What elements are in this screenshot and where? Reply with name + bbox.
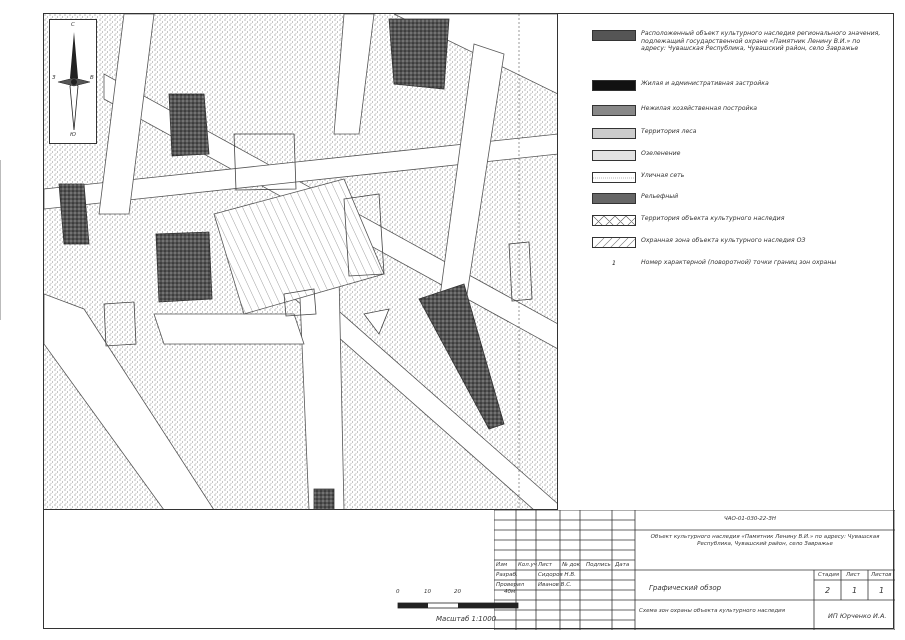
legend-text: Территория леса — [641, 128, 697, 135]
legend-swatch — [592, 30, 636, 41]
col-date: Дата — [615, 562, 630, 568]
object-title: Объект культурного наследия «Памятник Ленину В.И.» по адресу: Чувашская Республика, Чувашский район, село Завражье — [650, 534, 880, 547]
legend-swatch — [592, 237, 636, 248]
north-arrow — [49, 19, 97, 144]
site-map[interactable] — [44, 14, 558, 510]
role-checker: Проверил — [496, 582, 525, 588]
legend-text: Номер характерной (поворотной) точки границ зон охраны — [641, 259, 837, 266]
legend-item-greenery — [592, 150, 881, 172]
legend-swatch — [592, 193, 636, 204]
margin-line — [0, 160, 1, 320]
legend-text: Рельефный — [641, 193, 679, 200]
name-checker: Иванов В.С. — [538, 582, 572, 588]
col-izm: Изм — [496, 562, 508, 568]
legend-text: Жилая и административная застройка — [641, 80, 769, 87]
sheet-value: 1 — [852, 586, 858, 595]
legend-swatch — [592, 128, 636, 139]
stage-value: 2 — [825, 586, 831, 595]
scale-bar — [396, 589, 526, 634]
name-developer: Сидоров Н.В. — [538, 572, 576, 578]
legend-text: Территория объекта культурного наследия — [641, 215, 785, 222]
legend-swatch — [592, 105, 636, 116]
legend-swatch — [592, 150, 636, 161]
col-kol: Кол.уч — [518, 562, 538, 568]
legend-item-heritage-object — [592, 30, 881, 52]
legend-item-residential — [592, 80, 881, 102]
legend-item-relief — [592, 193, 881, 215]
organization: ИП Юрченко И.А. — [828, 612, 887, 620]
legend-text: Озеленение — [641, 150, 681, 157]
legend-point-marker: 1 — [611, 259, 617, 267]
legend-swatch — [592, 215, 636, 226]
legend-item-streets — [592, 172, 881, 194]
legend-swatch — [592, 80, 636, 91]
scale-tick-10: 10 — [424, 589, 431, 595]
role-developer: Разраб. — [496, 572, 518, 578]
legend-item-forest — [592, 128, 881, 150]
document-code: ЧАО-01-030-22-ЗН — [724, 516, 776, 522]
scale-label: Масштаб 1:1000 — [436, 615, 497, 623]
legend-text: Нежилая хозяйственная постройка — [641, 105, 758, 112]
legend-item-protection-zone — [592, 237, 881, 259]
scale-tick-0: 0 — [396, 589, 400, 595]
sheet-label: Лист — [846, 572, 860, 578]
scheme-title: Схема зон охраны объекта культурного наследия — [639, 608, 786, 614]
col-doc: № док — [562, 562, 580, 568]
legend-swatch — [592, 172, 636, 183]
compass-south: Ю — [70, 132, 76, 138]
compass-north: С — [71, 22, 75, 28]
drawing-title: Графический обзор — [649, 584, 722, 592]
col-sign: Подпись — [586, 562, 611, 568]
legend-item-turn-point — [592, 259, 881, 281]
sheets-label: Листов — [871, 572, 892, 578]
compass-east: В — [90, 75, 94, 81]
legend-text: Уличная сеть — [641, 172, 685, 179]
map-graphic — [44, 14, 558, 510]
title-block — [494, 510, 895, 630]
col-list: Лист — [538, 562, 552, 568]
sheets-value: 1 — [879, 586, 885, 595]
compass-rose-icon — [50, 20, 98, 145]
compass-west: З — [52, 75, 56, 81]
scale-tick-40: 40м — [504, 589, 516, 595]
legend-item-heritage-territory — [592, 215, 881, 237]
legend-text: Охранная зона объекта культурного наследия ОЗ — [641, 237, 806, 244]
scale-bar-graphic — [396, 599, 526, 615]
legend-item-nonresidential — [592, 105, 881, 127]
legend-text: Расположенный объект культурного наследия регионального значения, подлежащий государственной охране «Памятник Ленину В.И.» по адресу: Чувашская Республика, Чувашский район, село Завражье — [641, 30, 881, 52]
scale-tick-20: 20 — [454, 589, 461, 595]
stage-label: Стадия — [818, 572, 840, 578]
